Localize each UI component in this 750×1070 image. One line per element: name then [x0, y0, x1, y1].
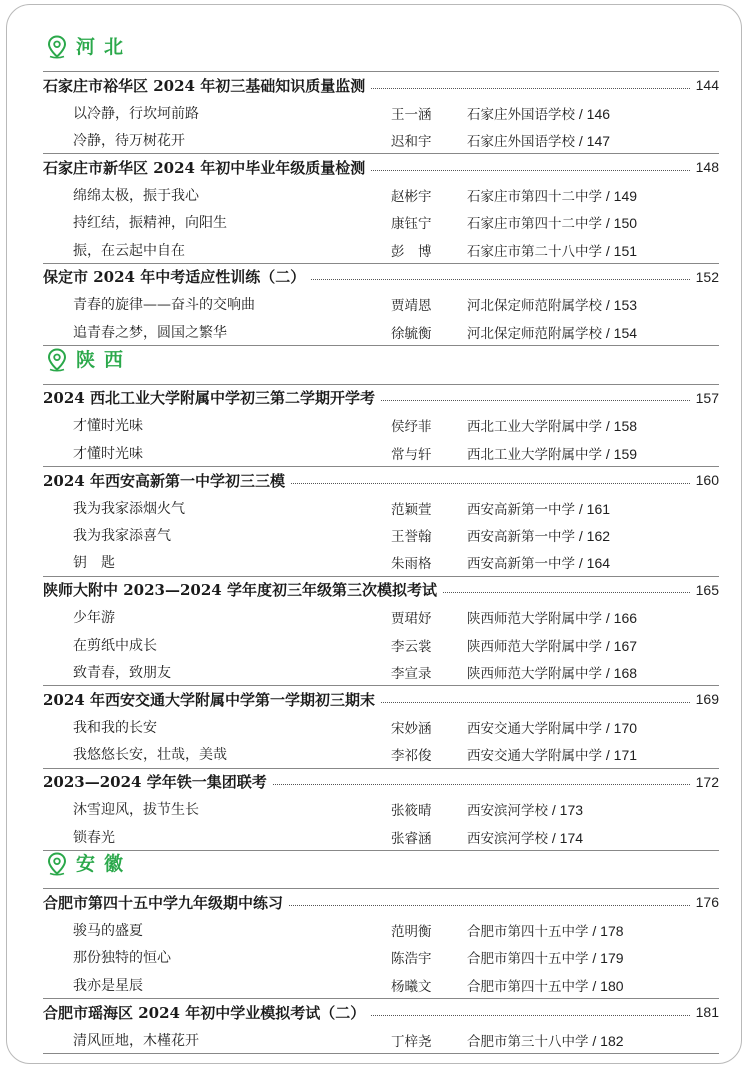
essay-page-number: 158 — [613, 418, 638, 435]
essay-entry[interactable] — [43, 603, 719, 630]
exam-heading-row[interactable] — [43, 576, 719, 603]
region-name: 安徽 — [76, 853, 133, 876]
essay-entry[interactable] — [43, 290, 719, 317]
essay-entry[interactable] — [43, 411, 719, 438]
school-name: 石家庄外国语学校 — [467, 133, 575, 150]
essay-author: 赵彬宇 — [391, 188, 432, 205]
school-name: 河北保定师范附属学校 — [467, 298, 602, 315]
essay-page-number: 147 — [586, 132, 611, 149]
essay-page-number: 162 — [586, 527, 611, 544]
essay-title: 追青春之梦，圆国之繁华 — [73, 324, 227, 341]
essay-author: 彭 博 — [391, 243, 432, 260]
slash-separator: / — [548, 802, 560, 819]
essay-author: 贾靖恩 — [391, 298, 432, 315]
essay-page-number: 166 — [613, 610, 638, 627]
essay-school-and-page — [467, 1030, 624, 1050]
exam-page-number: 148 — [695, 159, 719, 176]
exam-page-number: 176 — [695, 894, 719, 911]
essay-title: 青春的旋律——奋斗的交响曲 — [73, 297, 255, 314]
essay-entry[interactable] — [43, 943, 719, 970]
essay-school-and-page — [467, 799, 583, 819]
essay-author: 常与轩 — [391, 446, 432, 463]
essay-title: 在剪纸中成长 — [73, 637, 157, 654]
essay-school-and-page — [467, 443, 637, 463]
essay-school-and-page — [467, 212, 637, 232]
school-name: 合肥市第四十五中学 — [467, 923, 589, 940]
exam-page-number: 157 — [695, 389, 719, 406]
essay-entry[interactable] — [43, 823, 719, 850]
essay-school-and-page — [467, 920, 624, 940]
slash-separator: / — [602, 747, 614, 764]
essay-page-number: 180 — [600, 977, 624, 994]
exam-title: 2024 年西安高新第一中学初三三模 — [43, 471, 285, 490]
slash-separator: / — [602, 610, 614, 627]
essay-page-number: 153 — [613, 297, 638, 314]
exam-page-number: 169 — [695, 691, 719, 708]
essay-page-number: 178 — [600, 922, 624, 939]
exam-heading-row[interactable] — [43, 999, 719, 1026]
essay-title: 冷静，待万树花开 — [73, 132, 185, 149]
essay-title: 我亦是星辰 — [73, 977, 143, 994]
exam-title: 合肥市瑶海区 2024 年初中学业模拟考试（二） — [43, 1003, 366, 1022]
essay-entry[interactable] — [43, 631, 719, 658]
essay-page-number: 167 — [613, 637, 638, 654]
essay-page-number: 170 — [613, 719, 638, 736]
essay-school-and-page — [467, 947, 624, 967]
essay-entry[interactable] — [43, 795, 719, 822]
exam-heading-row[interactable] — [43, 263, 719, 290]
essay-title: 绵绵太极，振于我心 — [73, 187, 199, 204]
essay-title: 振，在云起中自在 — [73, 242, 185, 259]
essay-school-and-page — [467, 552, 610, 572]
essay-page-number: 150 — [613, 215, 638, 232]
slash-separator: / — [588, 977, 601, 994]
essay-author: 侯纾菲 — [391, 419, 432, 436]
school-name: 陕西师范大学附属中学 — [467, 665, 602, 682]
essay-page-number: 168 — [613, 664, 638, 681]
essay-author: 张筱晴 — [391, 803, 432, 820]
essay-school-and-page — [467, 185, 637, 205]
essay-title: 以冷静，行坎坷前路 — [73, 105, 199, 122]
essay-page-number: 174 — [559, 829, 584, 846]
slash-separator: / — [588, 922, 601, 939]
essay-author: 迟和宇 — [391, 133, 432, 150]
dot-leader — [289, 905, 690, 906]
essay-entry[interactable] — [43, 971, 719, 998]
slash-separator: / — [602, 418, 614, 435]
essay-title: 持红结，振精神，向阳生 — [73, 215, 227, 232]
essay-title: 我悠悠长安，壮哉，美哉 — [73, 747, 227, 764]
essay-school-and-page — [467, 294, 637, 314]
location-pin-icon — [47, 35, 67, 59]
essay-author: 宋妙涵 — [391, 720, 432, 737]
slash-separator: / — [575, 132, 587, 149]
essay-author: 贾珺妤 — [391, 611, 432, 628]
essay-entry[interactable] — [43, 318, 719, 345]
table-of-contents — [43, 5, 719, 1053]
essay-author: 王誉翰 — [391, 528, 432, 545]
essay-entry[interactable] — [43, 521, 719, 548]
school-name: 西安交通大学附属中学 — [467, 720, 602, 737]
school-name: 陕西师范大学附属中学 — [467, 638, 602, 655]
exam-page-number: 172 — [695, 773, 719, 790]
dot-leader — [311, 279, 689, 280]
essay-title: 我为我家添烟火气 — [73, 500, 185, 517]
essay-school-and-page — [467, 662, 637, 682]
essay-title: 我和我的长安 — [73, 719, 157, 736]
essay-page-number: 154 — [613, 324, 638, 341]
exam-page-number: 181 — [695, 1004, 719, 1021]
dot-leader — [273, 784, 690, 785]
essay-page-number: 161 — [586, 500, 611, 517]
exam-page-number: 165 — [695, 581, 719, 598]
exam-title: 2024 年西安交通大学附属中学第一学期初三期末 — [43, 690, 375, 709]
exam-title: 石家庄市裕华区 2024 年初三基础知识质量监测 — [43, 76, 366, 95]
essay-author: 康钰宁 — [391, 216, 432, 233]
slash-separator: / — [602, 324, 614, 341]
essay-page-number: 173 — [559, 802, 584, 819]
school-name: 石家庄外国语学校 — [467, 106, 575, 123]
dot-leader — [443, 592, 690, 593]
slash-separator: / — [575, 527, 587, 544]
school-name: 西安交通大学附属中学 — [467, 748, 602, 765]
essay-entry[interactable] — [43, 1026, 719, 1053]
essay-school-and-page — [467, 975, 624, 995]
essay-school-and-page — [467, 322, 637, 342]
essay-school-and-page — [467, 525, 610, 545]
essay-author: 李祁俊 — [391, 748, 432, 765]
exam-heading-row[interactable] — [43, 154, 719, 181]
essay-author: 陈浩宇 — [391, 951, 432, 968]
region-heading — [43, 850, 719, 884]
essay-title: 钥 匙 — [73, 555, 115, 572]
slash-separator: / — [602, 445, 614, 462]
essay-title: 才懂时光味 — [73, 445, 143, 462]
exam-heading-row[interactable] — [43, 72, 719, 99]
essay-author: 范颖萱 — [391, 501, 432, 518]
slash-separator: / — [575, 105, 587, 122]
essay-school-and-page — [467, 240, 637, 260]
school-name: 合肥市第三十八中学 — [467, 1033, 589, 1050]
exam-heading-row[interactable] — [43, 467, 719, 494]
essay-page-number: 146 — [586, 105, 611, 122]
school-name: 西安高新第一中学 — [467, 556, 575, 573]
exam-title: 石家庄市新华区 2024 年初中毕业年级质量检测 — [43, 158, 366, 177]
essay-title: 骏马的盛夏 — [73, 922, 143, 939]
exam-title: 2023—2024 学年铁一集团联考 — [43, 773, 267, 792]
location-pin-icon — [47, 852, 67, 876]
essay-author: 徐毓衡 — [391, 325, 432, 342]
essay-page-number: 171 — [613, 747, 638, 764]
essay-title: 清风匝地，木槿花开 — [73, 1032, 199, 1049]
essay-author: 李云裳 — [391, 638, 432, 655]
school-name: 西北工业大学附属中学 — [467, 446, 602, 463]
essay-title: 沐雪迎风，拔节生长 — [73, 802, 199, 819]
essay-entry[interactable] — [43, 236, 719, 263]
school-name: 西安滨河学校 — [467, 803, 548, 820]
essay-entry[interactable] — [43, 658, 719, 685]
essay-page-number: 179 — [600, 950, 624, 967]
region-heading — [43, 33, 719, 67]
essay-title: 少年游 — [73, 610, 115, 627]
essay-school-and-page — [467, 717, 637, 737]
essay-page-number: 151 — [613, 242, 638, 259]
school-name: 西安高新第一中学 — [467, 501, 575, 518]
slash-separator: / — [575, 500, 587, 517]
essay-entry[interactable] — [43, 439, 719, 466]
essay-author: 张睿涵 — [391, 830, 432, 847]
essay-entry[interactable] — [43, 916, 719, 943]
essay-school-and-page — [467, 130, 610, 150]
essay-school-and-page — [467, 827, 583, 847]
school-name: 石家庄市第二十八中学 — [467, 243, 602, 260]
dot-leader — [381, 702, 690, 703]
exam-page-number: 160 — [695, 472, 719, 489]
slash-separator: / — [602, 215, 614, 232]
exam-heading-row[interactable] — [43, 768, 719, 795]
essay-author: 朱雨格 — [391, 556, 432, 573]
slash-separator: / — [548, 829, 560, 846]
essay-author: 杨曦文 — [391, 978, 432, 995]
essay-school-and-page — [467, 103, 610, 123]
essay-school-and-page — [467, 498, 610, 518]
region-name: 河北 — [76, 36, 133, 58]
slash-separator: / — [602, 719, 614, 736]
slash-separator: / — [602, 637, 614, 654]
essay-page-number: 164 — [586, 555, 611, 572]
school-name: 西安高新第一中学 — [467, 528, 575, 545]
school-name: 石家庄市第四十二中学 — [467, 188, 602, 205]
exam-page-number: 144 — [695, 77, 719, 93]
exam-heading-row[interactable] — [43, 384, 719, 411]
exam-title: 陕师大附中 2023—2024 学年度初三年级第三次模拟考试 — [43, 581, 437, 600]
essay-entry[interactable] — [43, 208, 719, 235]
exam-title: 2024 西北工业大学附属中学初三第二学期开学考 — [43, 389, 375, 408]
school-name: 合肥市第四十五中学 — [467, 978, 589, 995]
dot-leader — [371, 88, 689, 89]
essay-title: 锁春光 — [73, 829, 115, 846]
dot-leader — [291, 483, 690, 484]
essay-page-number: 149 — [613, 187, 638, 204]
essay-title: 才懂时光味 — [73, 418, 143, 435]
region-heading — [43, 346, 719, 380]
school-name: 西安滨河学校 — [467, 830, 548, 847]
essay-title: 致青春，致朋友 — [73, 664, 171, 681]
school-name: 河北保定师范附属学校 — [467, 325, 602, 342]
essay-entry[interactable] — [43, 126, 719, 153]
essay-school-and-page — [467, 635, 637, 655]
essay-page-number: 182 — [600, 1032, 624, 1049]
essay-author: 丁梓尧 — [391, 1033, 432, 1050]
essay-entry[interactable] — [43, 181, 719, 208]
essay-school-and-page — [467, 744, 637, 764]
essay-author: 李宣录 — [391, 665, 432, 682]
slash-separator: / — [602, 242, 614, 259]
essay-entry[interactable] — [43, 713, 719, 740]
exam-page-number: 152 — [695, 268, 719, 285]
slash-separator: / — [588, 950, 601, 967]
slash-separator: / — [602, 664, 614, 681]
school-name: 合肥市第四十五中学 — [467, 951, 589, 968]
exam-title: 保定市 2024 年中考适应性训练（二） — [43, 268, 306, 287]
slash-separator: / — [602, 297, 614, 314]
essay-entry[interactable] — [43, 740, 719, 767]
exam-heading-row[interactable] — [43, 889, 719, 916]
slash-separator: / — [575, 555, 587, 572]
school-name: 石家庄市第四十二中学 — [467, 216, 602, 233]
essay-school-and-page — [467, 607, 637, 627]
region-name: 陕西 — [76, 348, 133, 371]
exam-heading-row[interactable] — [43, 686, 719, 713]
school-name: 西北工业大学附属中学 — [467, 419, 602, 436]
page-frame — [6, 4, 742, 1064]
dot-leader — [381, 400, 690, 401]
essay-entry[interactable] — [43, 99, 719, 126]
essay-author: 王一涵 — [391, 106, 432, 123]
dot-leader — [371, 170, 689, 171]
exam-title: 合肥市第四十五中学九年级期中练习 — [43, 893, 284, 912]
essay-entry[interactable] — [43, 494, 719, 521]
slash-separator: / — [602, 187, 614, 204]
essay-entry[interactable] — [43, 548, 719, 575]
essay-school-and-page — [467, 415, 637, 435]
slash-separator: / — [588, 1032, 601, 1049]
location-pin-icon — [47, 348, 67, 372]
essay-title: 那份独特的恒心 — [73, 950, 171, 967]
essay-author: 范明衡 — [391, 923, 432, 940]
essay-page-number: 159 — [613, 445, 638, 462]
essay-title: 我为我家添喜气 — [73, 527, 171, 544]
section-divider — [43, 1053, 719, 1054]
school-name: 陕西师范大学附属中学 — [467, 611, 602, 628]
dot-leader — [371, 1015, 689, 1016]
